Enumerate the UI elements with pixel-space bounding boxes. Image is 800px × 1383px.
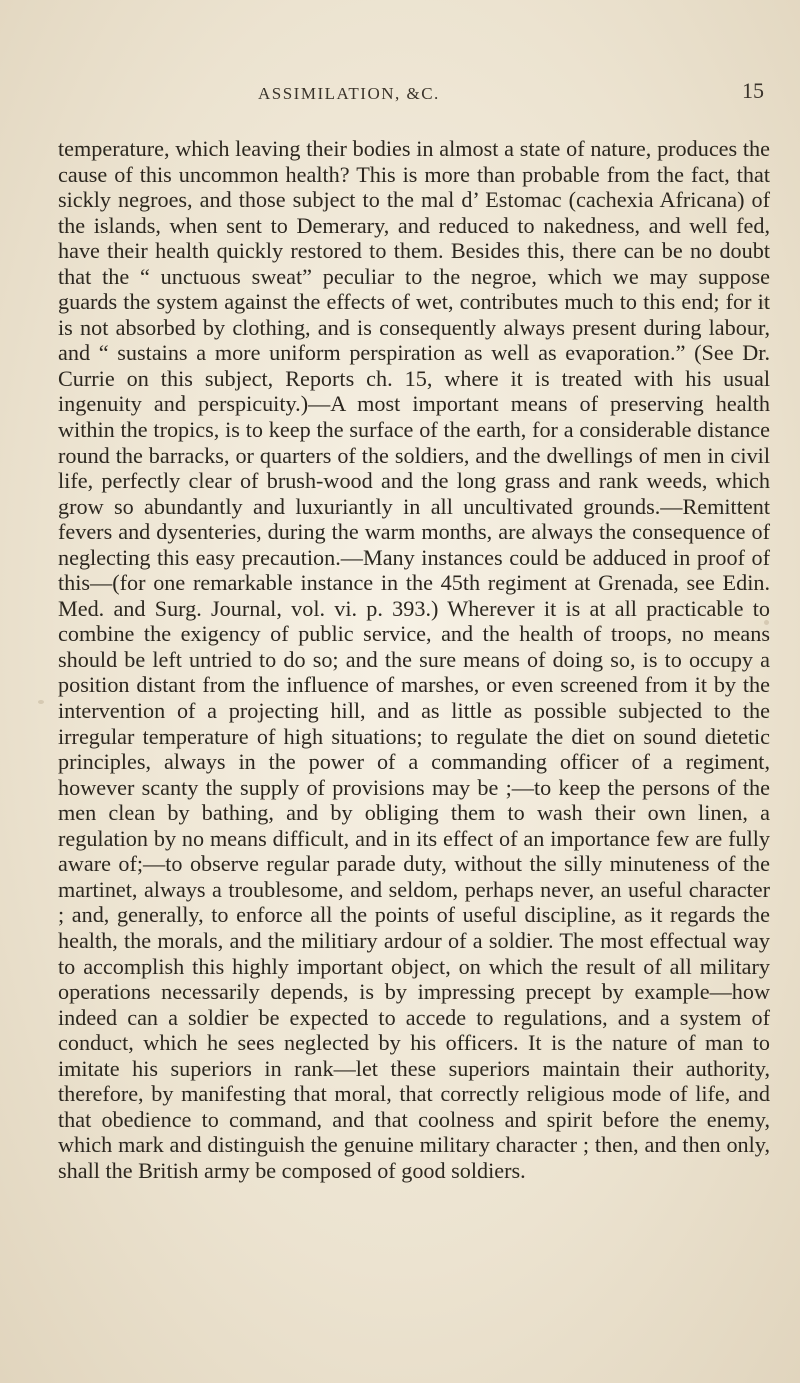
- page-header: [258, 78, 778, 114]
- running-head: ASSIMILATION, &C.: [258, 84, 440, 103]
- page-number: 15: [742, 78, 764, 103]
- body-paragraph: temperature, which leaving their bodies in almost a state of nature, produces the cause of this uncommon health? This is more than probable from the fact, that sickly negroes, and those subject to the mal d’ Estomac (cachexia Africana) of the islands, when sent to Demerary, and reduced to nakedness, and well fed, have their health quickly restored to them. Besides this, there can be no doubt that the “ unctuous sweat” peculiar to the negroe, which we may suppose guards the system against the effects of wet, contributes much to this end; for it is not absorbed by clothing, and is consequently always present during labour, and “ sustains a more uniform perspiration as well as evaporation.” (See Dr. Currie on this subject, Reports ch. 15, where it is treated with his usual ingenuity and perspicuity.)—A most important means of preserving health within the tropics, is to keep the surface of the earth, for a considerable distance round the barracks, or quarters of the soldiers, and the dwellings of men in civil life, perfectly clear of brush-wood and the long grass and rank weeds, which grow so abundantly and luxuriantly in all uncultivated grounds.—Remittent fevers and dysenteries, during the warm months, are always the consequence of neglecting this easy precaution.—Many instances could be adduced in proof of this—(for one remarkable instance in the 45th regiment at Grenada, see Edin. Med. and Surg. Journal, vol. vi. p. 393.) Wherever it is at all practicable to combine the exigency of public service, and the health of troops, no means should be left untried to do so; and the sure means of doing so, is to occupy a position distant from the influence of marshes, or even screened from it by the intervention of a projecting hill, and as little as possible subjected to the irregular temperature of high situations; to regulate the diet on sound dietetic principles, always in the power of a commanding officer of a regiment, however scanty the supply of provisions may be ;—to keep the persons of the men clean by bathing, and by obliging them to wash their own linen, a regulation by no means difficult, and in its effect of an importance few are fully aware of;—to observe regular parade duty, without the silly minuteness of the martinet, always a troublesome, and seldom, perhaps never, an useful character ; and, generally, to enforce all the points of useful discipline, as it regards the health, the morals, and the militiary ardour of a soldier. The most effectual way to accomplish this highly important object, on which the result of all military operations necessarily depends, is by impressing precept by example—how indeed can a soldier be expected to accede to regulations, and a system of conduct, which he sees neglected by his officers. It is the nature of man to imitate his superiors in rank—let these superiors maintain their authority, therefore, by manifesting that moral, that correctly religious mode of life, and that obedience to command, and that coolness and spirit before the enemy, which mark and distinguish the genuine military character ; then, and then only, shall the British army be composed of good soldiers.: [58, 136, 770, 1183]
- paper-stain: [38, 700, 44, 704]
